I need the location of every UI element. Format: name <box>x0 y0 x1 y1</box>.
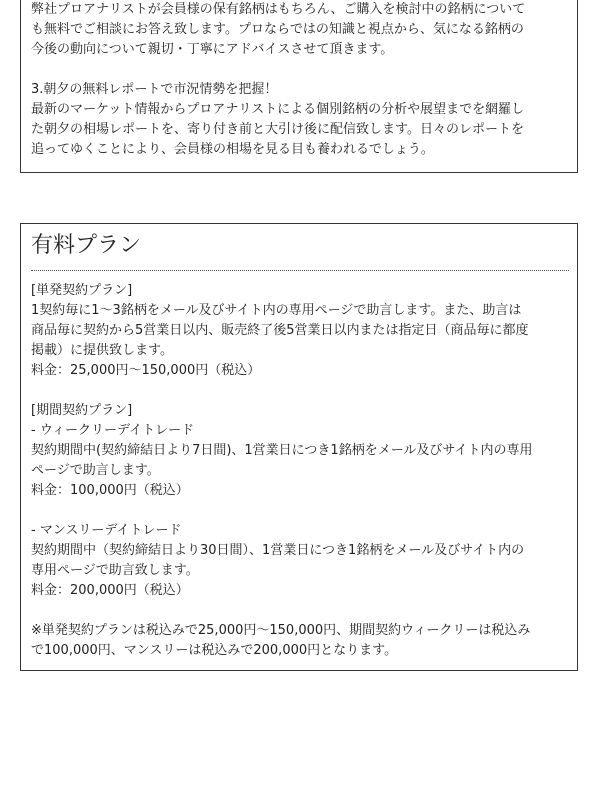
paid-plan-box <box>20 223 578 671</box>
monthly-plan-line-2: 専用ページで助言致します。 <box>31 563 199 578</box>
weekly-plan-name: - ウィークリーデイトレード <box>31 423 195 438</box>
intro-line-2: も無料でご相談にお答え致します。プロならではの知識と視点から、気になる銘柄の <box>31 22 524 37</box>
feature-3-heading: 3.朝夕の無料レポートで市況情勢を把握！ <box>31 82 278 97</box>
weekly-plan-line-1: 契約期間中(契約締結日より7日間)、1営業日につき1銘柄をメール及びサイト内の専用 <box>31 443 533 458</box>
service-description-box <box>20 0 578 173</box>
intro-line-3: 今後の動向について親切・丁寧にアドバイスさせて頂きます。 <box>31 42 394 57</box>
monthly-plan-name: - マンスリーデイトレード <box>31 523 182 538</box>
period-plan-label: [期間契約プラン] <box>31 403 133 418</box>
tax-note-line-1: ※単発契約プランは税込みで25,000円～150,000円、期間契約ウィークリーは税込み <box>31 623 531 638</box>
spacer <box>31 381 569 401</box>
title-divider <box>31 270 569 271</box>
monthly-plan-price: 料金：200,000円（税込） <box>31 583 189 598</box>
single-plan-price: 料金：25,000円～150,000円（税込） <box>31 363 261 378</box>
single-plan-line-3: 掲載）に提供致します。 <box>31 343 173 358</box>
paid-plan-content <box>31 224 569 661</box>
single-plan-line-1: 1契約毎に1～3銘柄をメール及びサイト内の専用ページで助言します。また、助言は <box>31 303 522 318</box>
spacer <box>31 60 569 80</box>
tax-note-line-2: で100,000円、マンスリーは税込みで200,000円となります。 <box>31 643 398 658</box>
feature-3-line-1: 最新のマーケット情報からプロアナリストによる個別銘柄の分析や展望までを網羅し <box>31 102 525 117</box>
feature-3-line-2: た朝夕の相場レポートを、寄り付き前と大引け後に配信致します。日々のレポートを <box>31 122 524 137</box>
feature-3-line-3: 追ってゆくことにより、会員様の相場を見る目も養われるでしょう。 <box>31 142 434 157</box>
weekly-plan-price: 料金：100,000円（税込） <box>31 483 189 498</box>
service-description-content <box>31 0 569 160</box>
spacer <box>31 601 569 621</box>
paid-plan-title: 有料プラン <box>31 233 142 258</box>
intro-line-1: 弊社プロアナリストが会員様の保有銘柄はもちろん、ご購入を検討中の銘柄について <box>31 2 526 17</box>
monthly-plan-line-1: 契約期間中（契約締結日より30日間）、1営業日につき1銘柄をメール及びサイト内の <box>31 543 525 558</box>
paid-plan-body <box>31 281 569 661</box>
single-plan-label: [単発契約プラン] <box>31 283 133 298</box>
spacer <box>31 501 569 521</box>
single-plan-line-2: 商品毎に契約から5営業日以内、販売終了後5営業日以内または指定日（商品毎に都度 <box>31 323 529 338</box>
weekly-plan-line-2: ページで助言します。 <box>31 463 160 478</box>
